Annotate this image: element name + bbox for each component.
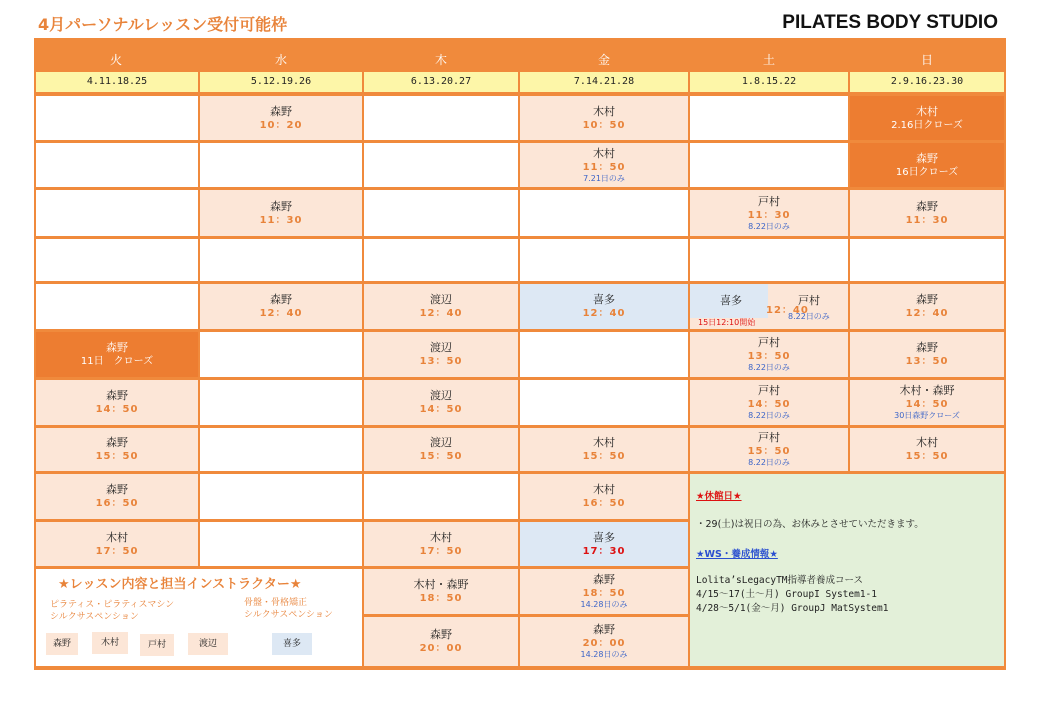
- legend-chip-kita: 喜多: [272, 633, 312, 655]
- slot-time: 18：50: [582, 588, 626, 599]
- instructor-name: 喜多: [720, 294, 742, 307]
- slot-thu-r10[interactable]: [364, 522, 518, 566]
- instructor-name: 木村: [593, 483, 615, 496]
- instructor-name: 木村・森野: [899, 384, 955, 397]
- slot-time: 16：50: [582, 498, 626, 509]
- slot-thu-r3: [364, 190, 518, 236]
- slot-fri-r2[interactable]: [520, 143, 688, 187]
- slot-thu-r9: [364, 474, 518, 519]
- slot-wed-r10: [200, 522, 362, 566]
- slot-note: 8.22日のみ: [748, 221, 790, 231]
- slot-note: 14.28日のみ: [580, 600, 628, 609]
- slot-sun-r3[interactable]: [850, 190, 1004, 236]
- instructor-name: 森野: [106, 436, 128, 449]
- instructor-name: 森野: [593, 573, 615, 586]
- dates-wed: 5.12.19.26: [200, 72, 362, 92]
- slot-thu-r4: [364, 239, 518, 281]
- instructor-name: 戸村: [758, 194, 780, 208]
- slot-sun-r8[interactable]: [850, 428, 1004, 471]
- slot-time: 12：40: [582, 308, 626, 319]
- slot-sat-r5[interactable]: [690, 284, 848, 329]
- slot-tue-r2: [36, 143, 198, 187]
- slot-note: 14.28日のみ: [580, 650, 628, 659]
- instructor-name: 森野: [106, 341, 128, 354]
- instructor-name: 木村: [916, 436, 938, 449]
- instructor-name: 戸村: [758, 384, 780, 397]
- slot-thu-r8[interactable]: [364, 428, 518, 471]
- slot-fri-r12[interactable]: [520, 617, 688, 666]
- dates-sun: 2.9.16.23.30: [850, 72, 1004, 92]
- slot-thu-r7[interactable]: [364, 380, 518, 425]
- instructor-name: 渡辺: [430, 389, 452, 402]
- slot-wed-r5[interactable]: [200, 284, 362, 329]
- slot-note: 8.22日のみ: [748, 411, 790, 420]
- slot-wed-r9: [200, 474, 362, 519]
- slot-sun-r1[interactable]: [850, 96, 1004, 140]
- slot-fri-r1[interactable]: [520, 96, 688, 140]
- instructor-name: 木村: [430, 530, 452, 544]
- slot-fri-r6: [520, 332, 688, 377]
- instructor-name: 木村: [593, 436, 615, 449]
- instructor-name: 渡辺: [430, 341, 452, 354]
- holiday-text: ・29(土)は祝日の為、お休みとさせていただきます。: [696, 519, 924, 530]
- slot-time: 12：40: [766, 305, 809, 316]
- slot-time: 14：50: [747, 399, 791, 410]
- instructor-name: 木村: [106, 530, 128, 544]
- legend-chip-morino: 森野: [46, 633, 78, 655]
- slot-note: 8.22日のみ: [748, 458, 790, 467]
- slot-tue-r6[interactable]: [36, 332, 198, 377]
- slot-sun-r7[interactable]: [850, 380, 1004, 425]
- slot-wed-r8: [200, 428, 362, 471]
- slot-time: 11：30: [747, 209, 791, 221]
- slot-fri-r10[interactable]: [520, 522, 688, 566]
- legend-chip-kimura: 木村: [92, 632, 128, 654]
- slot-time: 15：50: [747, 446, 791, 457]
- slot-time: 17：50: [419, 545, 463, 557]
- slot-time: 13：50: [419, 356, 463, 367]
- instructor-name: 森野: [270, 199, 292, 213]
- slot-fri-r4: [520, 239, 688, 281]
- slot-tue-r3: [36, 190, 198, 236]
- slot-note: 2.16日クローズ: [891, 119, 963, 131]
- instructor-name: 森野: [106, 389, 128, 402]
- slot-thu-r2: [364, 143, 518, 187]
- slot-time: 12：40: [905, 308, 949, 319]
- slot-time: 11：30: [259, 214, 303, 226]
- instructor-name: 森野: [916, 293, 938, 306]
- studio-brand: PILATES BODY STUDIO: [782, 12, 998, 33]
- slot-sun-r5[interactable]: [850, 284, 1004, 329]
- slot-tue-r7[interactable]: [36, 380, 198, 425]
- instructor-name: 森野: [106, 483, 128, 496]
- slot-time: 16：50: [95, 498, 139, 509]
- instructor-name: 渡辺: [430, 436, 452, 449]
- legend-title: ★レッスン内容と担当インストラクター★: [58, 577, 302, 592]
- slot-tue-r8[interactable]: [36, 428, 198, 471]
- slot-time: 18：50: [419, 593, 463, 604]
- notes-panel: [690, 474, 1004, 666]
- slot-time: 14：50: [905, 399, 949, 410]
- slot-wed-r7: [200, 380, 362, 425]
- instructor-legend: [36, 569, 362, 666]
- instructor-name: 木村: [593, 104, 615, 118]
- day-header-wed: 水: [274, 53, 287, 67]
- slot-tue-r5: [36, 284, 198, 329]
- legend-category-pelvis: [244, 597, 333, 621]
- day-header-sat: 土: [762, 53, 775, 67]
- ws-line: 4/28～5/1(金～月) GroupJ MatSystem1: [696, 603, 889, 614]
- legend-chip-watanabe: 渡辺: [188, 633, 228, 655]
- slot-wed-r4: [200, 239, 362, 281]
- slot-note: 8.22日のみ: [748, 363, 790, 372]
- slot-sat-r7[interactable]: [690, 380, 848, 425]
- instructor-name: 森野: [593, 623, 615, 636]
- instructor-name: 戸村: [758, 336, 780, 349]
- slot-time: 20：00: [582, 638, 626, 649]
- slot-time: 10：50: [582, 119, 626, 131]
- slot-time: 12：40: [419, 308, 463, 319]
- legend-category-line: シルクサスペンション: [244, 610, 333, 620]
- slot-time: 17：30: [582, 545, 626, 557]
- slot-tue-r4: [36, 239, 198, 281]
- slot-fri-r7: [520, 380, 688, 425]
- slot-time: 15：50: [905, 451, 949, 462]
- dates-thu: 6.13.20.27: [364, 72, 518, 92]
- slot-note: 11日 クローズ: [80, 356, 154, 367]
- slot-tue-r1: [36, 96, 198, 140]
- slot-wed-r6: [200, 332, 362, 377]
- instructor-name: 木村: [916, 104, 938, 118]
- slot-wed-r2: [200, 143, 362, 187]
- slot-time: 15：50: [582, 451, 626, 462]
- slot-note: 30日森野クローズ: [894, 411, 960, 420]
- dates-fri: 7.14.21.28: [520, 72, 688, 92]
- slot-fri-r11[interactable]: [520, 569, 688, 614]
- slot-tue-r10[interactable]: [36, 522, 198, 566]
- slot-time: 14：50: [419, 404, 463, 415]
- slot-note: 15日12:10開始: [698, 318, 756, 327]
- slot-sat-r4: [690, 239, 848, 281]
- slot-sat-r8[interactable]: [690, 428, 848, 471]
- slot-time: 13：50: [747, 351, 791, 362]
- legend-category-line: 骨盤・骨格矯正: [244, 598, 308, 608]
- schedule-grid: [34, 38, 1006, 670]
- slot-note-right: 8.22日のみ: [788, 312, 830, 321]
- slot-thu-r5[interactable]: [364, 284, 518, 329]
- slot-fri-r5[interactable]: [520, 284, 688, 329]
- instructor-name: 森野: [916, 341, 938, 354]
- instructor-name: 戸村: [758, 431, 780, 444]
- slot-fri-r9[interactable]: [520, 474, 688, 519]
- ws-line: 4/15～17(土～月) GroupI System1-1: [696, 589, 877, 600]
- slot-time: 10：20: [259, 119, 303, 131]
- slot-time: 12：40: [259, 308, 303, 319]
- slot-time: 20：00: [419, 643, 463, 654]
- instructor-name: 森野: [270, 104, 292, 118]
- instructor-name: 木村・森野: [413, 578, 469, 591]
- slot-thu-r12[interactable]: [364, 617, 518, 666]
- instructor-name: 森野: [916, 199, 938, 213]
- slot-wed-r1[interactable]: [200, 96, 362, 140]
- slot-sat-r6[interactable]: [690, 332, 848, 377]
- slot-time: 15：50: [95, 451, 139, 462]
- slot-sun-r4: [850, 239, 1004, 281]
- ws-line: Lolita’sLegacyTM指導者養成コース: [696, 575, 864, 586]
- slot-time: 17：50: [95, 545, 139, 557]
- legend-chip-tomura: 戸村: [140, 634, 174, 656]
- dates-sat: 1.8.15.22: [690, 72, 848, 92]
- slot-thu-r1: [364, 96, 518, 140]
- day-header-tue: 火: [109, 53, 122, 67]
- slot-sun-r2[interactable]: [850, 143, 1004, 187]
- slot-fri-r8[interactable]: [520, 428, 688, 471]
- slot-thu-r11[interactable]: [364, 569, 518, 614]
- slot-time: 11：50: [582, 161, 626, 173]
- instructor-name: 森野: [430, 628, 452, 641]
- slot-sun-r6[interactable]: [850, 332, 1004, 377]
- instructor-name-right: 戸村: [798, 294, 820, 307]
- slot-sat-r3[interactable]: [690, 190, 848, 236]
- instructor-name: 木村: [593, 146, 615, 160]
- slot-tue-r9[interactable]: [36, 474, 198, 519]
- instructor-name: 喜多: [593, 530, 615, 544]
- legend-category-line: シルクサスペンション: [50, 612, 139, 622]
- dates-tue: 4.11.18.25: [36, 72, 198, 92]
- day-header-fri: 金: [597, 53, 610, 67]
- slot-note: 7.21日のみ: [583, 173, 625, 183]
- page-title: 4月パーソナルレッスン受付可能枠: [38, 15, 288, 34]
- legend-category-line: ピラティス・ピラティスマシン: [50, 600, 175, 610]
- slot-fri-r3: [520, 190, 688, 236]
- slot-note: 16日クローズ: [895, 166, 959, 178]
- slot-time: 14：50: [95, 404, 139, 415]
- slot-wed-r3[interactable]: [200, 190, 362, 236]
- instructor-name: 森野: [916, 151, 938, 165]
- instructor-name: 森野: [270, 293, 292, 306]
- slot-thu-r6[interactable]: [364, 332, 518, 377]
- instructor-name: 渡辺: [430, 293, 452, 306]
- legend-category-pilates: [50, 599, 174, 623]
- slot-time: 11：30: [905, 214, 949, 226]
- day-header-sun: 日: [920, 53, 933, 67]
- slot-time: 15：50: [419, 451, 463, 462]
- slot-sat-r2: [690, 143, 848, 187]
- day-header-thu: 木: [434, 53, 447, 67]
- holiday-heading: ★休館日★: [696, 491, 742, 502]
- ws-heading: ★WS・養成情報★: [696, 549, 778, 560]
- instructor-name: 喜多: [593, 293, 615, 306]
- slot-sat-r1: [690, 96, 848, 140]
- slot-time: 13：50: [905, 356, 949, 367]
